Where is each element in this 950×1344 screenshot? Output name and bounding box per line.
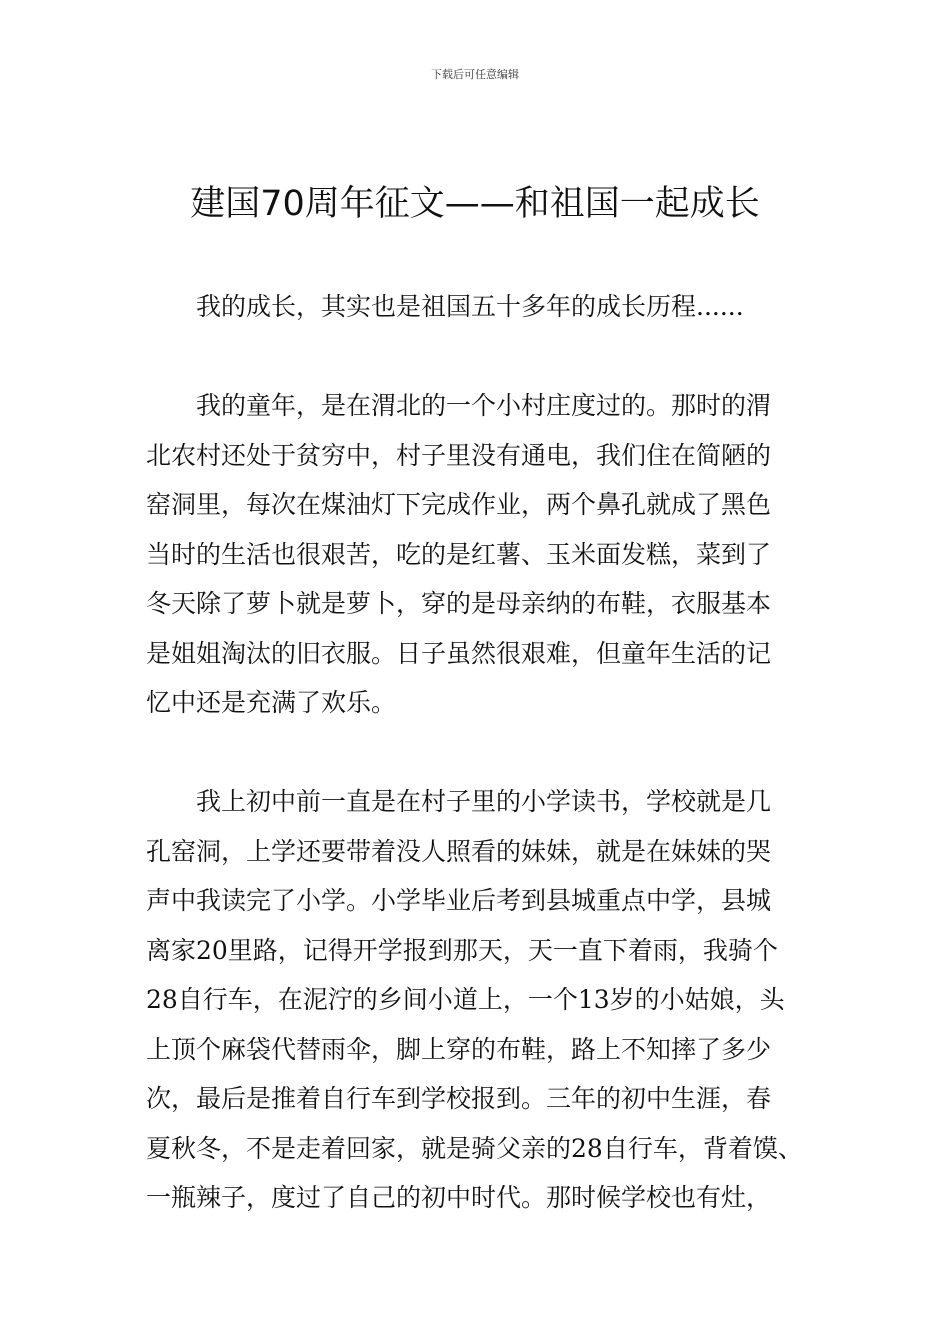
- header-note: 下载后可任意编辑: [431, 68, 519, 81]
- intro-line: 我的成长，其实也是祖国五十多年的成长历程......: [196, 292, 744, 321]
- paragraph-line: 冬天除了萝卜就是萝卜，穿的是母亲纳的布鞋，衣服基本: [146, 589, 772, 618]
- paragraph-line: 我的童年，是在渭北的一个小村庄度过的。那时的渭: [196, 391, 772, 420]
- paragraph-line: 夏秋冬，不是走着回家，就是骑父亲的28自行车，背着馍、: [146, 1133, 803, 1163]
- paragraph-line: 离家20里路，记得开学报到那天，天一直下着雨，我骑个: [146, 935, 778, 965]
- paragraph-line: 次，最后是推着自行车到学校报到。三年的初中生涯，春: [146, 1084, 772, 1113]
- paragraph-1: [146, 381, 806, 728]
- paragraph-line: 声中我读完了小学。小学毕业后考到县城重点中学，县城: [146, 886, 772, 915]
- paragraph-2: [146, 777, 806, 1223]
- paragraph-line: 一瓶辣子，度过了自己的初中时代。那时候学校也有灶，: [146, 1183, 772, 1212]
- paragraph-line: 北农村还处于贫穷中，村子里没有通电，我们住在简陋的: [146, 440, 772, 470]
- paragraph-spacer: [146, 728, 806, 778]
- paragraph-line: 孔窑洞，上学还要带着没人照看的妹妹，就是在妹妹的哭: [146, 836, 772, 866]
- paragraph-line: 忆中还是充满了欢乐。: [146, 688, 397, 717]
- paragraph-line: 28自行车，在泥泞的乡间小道上，一个13岁的小姑娘，头: [146, 985, 785, 1014]
- paragraph-line: 是姐姐淘汰的旧衣服。日子虽然很艰难，但童年生活的记: [146, 638, 772, 668]
- paragraph-line: 我上初中前一直是在村子里的小学读书，学校就是几: [196, 787, 772, 816]
- paragraph-line: 上顶个麻袋代替雨伞，脚上穿的布鞋，路上不知摔了多少: [146, 1034, 772, 1064]
- paragraph-line: 当时的生活也很艰苦，吃的是红薯、玉米面发糕，菜到了: [146, 539, 772, 569]
- paragraph-line: 窑洞里，每次在煤油灯下完成作业，两个鼻孔就成了黑色: [146, 490, 772, 519]
- document-title: 建国70周年征文——和祖国一起成长: [190, 184, 760, 224]
- paragraph-spacer: [146, 332, 806, 382]
- document-body: [146, 282, 806, 1223]
